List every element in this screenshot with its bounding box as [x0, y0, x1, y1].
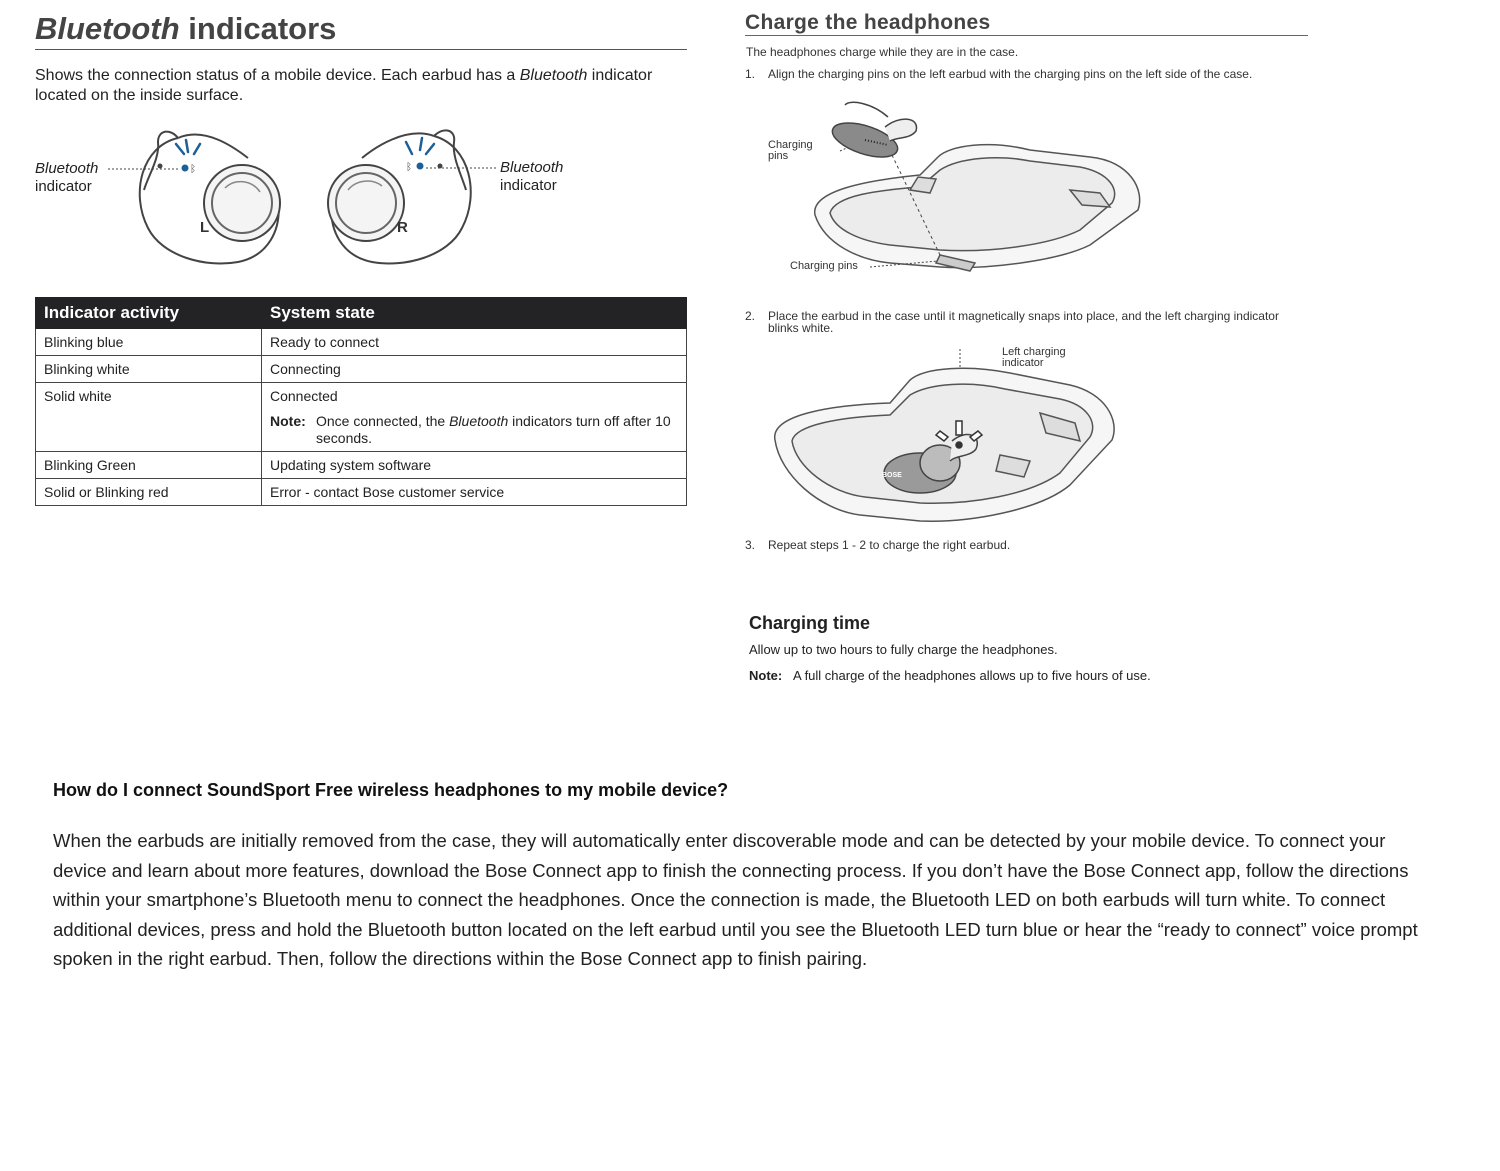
activity-cell: Blinking white [36, 356, 262, 383]
header-indicator-activity: Indicator activity [36, 298, 262, 329]
earbud-in-case-figure [770, 345, 1120, 525]
state-cell: Ready to connect [262, 329, 687, 356]
activity-cell: Solid white [36, 383, 262, 452]
earbud-diagram [30, 118, 590, 268]
charging-time-note: Note: A full charge of the headphones allows up to five hours of use. [749, 668, 1151, 683]
state-cell: Updating system software [262, 452, 687, 479]
right-bluetooth-led [417, 163, 424, 170]
activity-cell: Solid or Blinking red [36, 479, 262, 506]
header-system-state: System state [262, 298, 687, 329]
bose-logo: BOSE [882, 472, 902, 479]
bluetooth-description: Shows the connection status of a mobile device. Each earbud has a Bluetooth indicator located on the inside surface. [35, 67, 653, 104]
svg-text:ᛒ: ᛒ [190, 164, 196, 175]
charge-section-title: Charge the headphones [745, 11, 991, 34]
table-row [36, 356, 687, 383]
title-divider [35, 49, 687, 50]
table-row [36, 452, 687, 479]
left-earbud-icon [140, 132, 280, 264]
faq-answer: When the earbuds are initially removed from the case, they will automatically enter discoverable mode and can be detected by your mobile device. To connect your device and learn about more features, download the Bose Connect app to finish the connecting process. If you don’t have the Bose Connect app, follow the directions within your smartphone’s Bluetooth menu to connect the headphones. Once the connection is made, the Bluetooth LED on both earbuds will turn white. To connect additional devices, press and hold the Bluetooth button located on the left earbud until you see the Bluetooth LED turn blue or hear the “ready to connect” voice prompt spoken in the right earbud. Then, follow the directions within the Bose Connect app to finish pairing. [53, 830, 1418, 970]
table-row [36, 383, 687, 452]
faq-question: How do I connect SoundSport Free wireless headphones to my mobile device? [53, 780, 729, 800]
charge-title-divider [745, 35, 1308, 36]
charging-case-icon [815, 145, 1140, 271]
left-charging-indicator-label: Left charging indicator [1002, 346, 1066, 369]
activity-cell: Blinking blue [36, 329, 262, 356]
table-row [36, 479, 687, 506]
state-cell: Connecting [262, 356, 687, 383]
right-led-rays-icon [406, 138, 434, 154]
charging-time-title: Charging time [749, 613, 871, 633]
charging-time-text: Allow up to two hours to fully charge the headphones. [749, 642, 1058, 657]
bluetooth-indicators-title: Bluetooth indicators [35, 11, 337, 46]
charge-intro: The headphones charge while they are in the case. [746, 45, 1019, 59]
left-bluetooth-led [182, 165, 189, 172]
state-cell: Error - contact Bose customer service [262, 479, 687, 506]
connected-note: Note: Once connected, the Bluetooth indicators turn off after 10 seconds. [270, 413, 671, 446]
right-bluetooth-indicator-label: Bluetooth indicator [500, 159, 564, 194]
state-text: Connected [270, 388, 338, 404]
right-earbud-icon [328, 130, 471, 263]
indicator-table [35, 297, 687, 506]
charging-pins-label-bottom: Charging pins [790, 260, 858, 272]
activity-cell: Blinking Green [36, 452, 262, 479]
charging-pins-label-top: Charging pins [768, 139, 813, 162]
charging-pins-figure [760, 95, 1160, 285]
left-bluetooth-indicator-label: Bluetooth indicator [35, 160, 99, 195]
table-row [36, 329, 687, 356]
table-header-row [36, 298, 687, 329]
left-led-rays-icon [176, 140, 200, 154]
state-cell [262, 383, 687, 452]
earbud-icon [828, 102, 916, 164]
right-earbud-letter: R [397, 219, 408, 236]
left-earbud-letter: L [200, 219, 210, 236]
svg-text:ᛒ: ᛒ [406, 162, 412, 173]
